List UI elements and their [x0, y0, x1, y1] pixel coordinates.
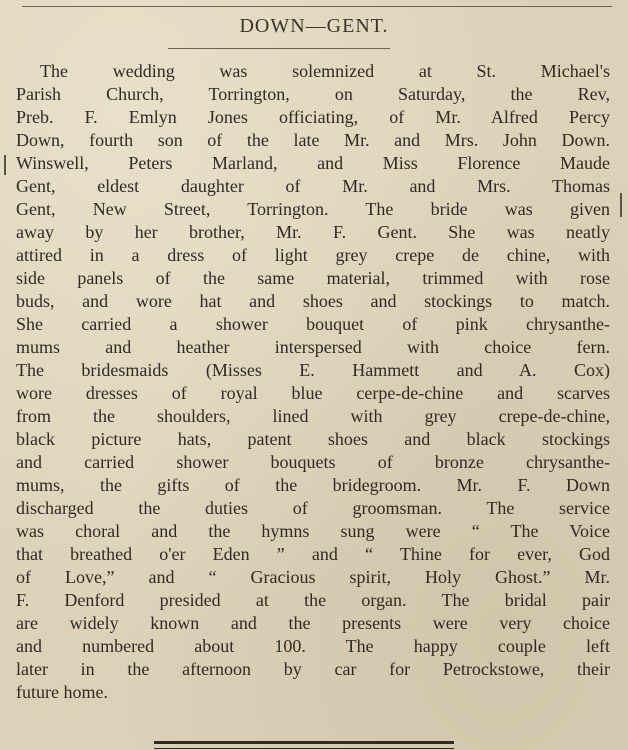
- article-headline: DOWN—GENT.: [239, 15, 389, 37]
- article-line: black picture hats, patent shoes and black stockings: [16, 429, 610, 449]
- article-line: Gent, eldest daughter of Mr. and Mrs. Thomas: [16, 176, 610, 196]
- article-line: The bridesmaids (Misses E. Hammett and A. Cox): [16, 360, 610, 380]
- article-line: Gent, New Street, Torrington. The bride was given: [16, 199, 610, 219]
- article-line: mums, the gifts of the bridegroom. Mr. F. Down: [16, 475, 610, 495]
- column-mark-right: [620, 193, 622, 217]
- article-line: of Love,” and “ Gracious spirit, Holy Ghost.” Mr.: [16, 567, 610, 587]
- article-line: that breathed o'er Eden ” and “ Thine for ever, God: [16, 544, 610, 564]
- article-line: She carried a shower bouquet of pink chrysanthe-: [16, 314, 610, 334]
- article-line: The wedding was solemnized at St. Michael's: [40, 61, 610, 81]
- article-line: later in the afternoon by car for Petrockstowe, their: [16, 659, 610, 679]
- article-line: side panels of the same material, trimmed with rose: [16, 268, 610, 288]
- article-line: buds, and wore hat and shoes and stockings to match.: [16, 291, 610, 311]
- article-line: from the shoulders, lined with grey crepe-de-chine,: [16, 406, 610, 426]
- article-line: wore dresses of royal blue cerpe-de-chine and scarves: [16, 383, 610, 403]
- article-line: are widely known and the presents were very choice: [16, 613, 610, 633]
- article-line: Parish Church, Torrington, on Saturday, the Rev,: [16, 84, 610, 104]
- headline-rule: [168, 48, 390, 49]
- top-border-rule: [22, 6, 612, 7]
- article-line: future home.: [16, 682, 108, 702]
- article-line: Winswell, Peters Marland, and Miss Florence Maude: [16, 153, 610, 173]
- article-line: and numbered about 100. The happy couple left: [16, 636, 610, 656]
- article-line: away by her brother, Mr. F. Gent. She was neatly: [16, 222, 610, 242]
- article-line: Preb. F. Emlyn Jones officiating, of Mr. Alfred Percy: [16, 107, 610, 127]
- article-line: discharged the duties of groomsman. The service: [16, 498, 610, 518]
- article-line: attired in a dress of light grey crepe de chine, with: [16, 245, 610, 265]
- column-mark-left: [4, 155, 6, 175]
- article-line: mums and heather interspersed with choice fern.: [16, 337, 610, 357]
- bottom-double-rule: [154, 741, 454, 749]
- article-line: and carried shower bouquets of bronze chrysanthe-: [16, 452, 610, 472]
- article-body: [16, 60, 610, 704]
- article-line: F. Denford presided at the organ. The bridal pair: [16, 590, 610, 610]
- article-line: Down, fourth son of the late Mr. and Mrs. John Down.: [16, 130, 610, 150]
- article-line: was choral and the hymns sung were “ The Voice: [16, 521, 610, 541]
